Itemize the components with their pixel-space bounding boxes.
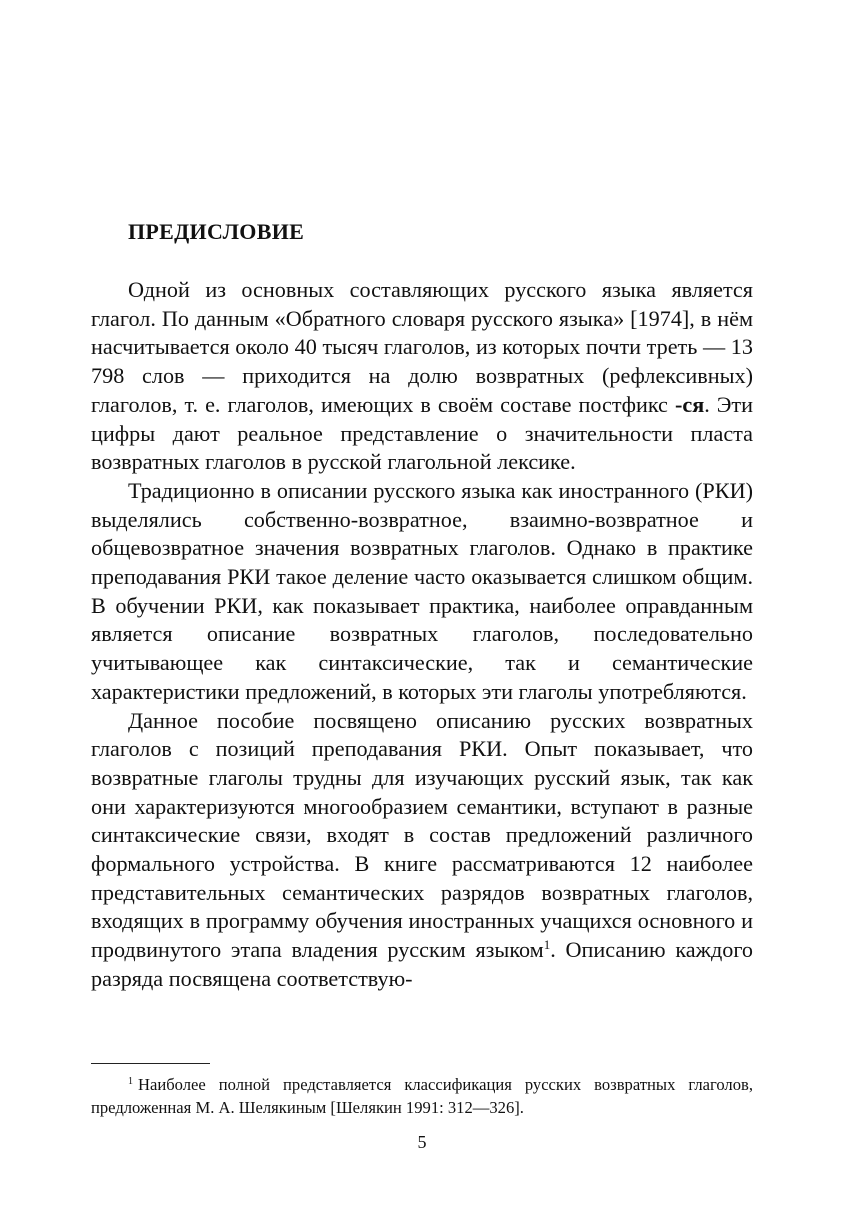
footnote-text: Наиболее полной представляется классификация русских возвратных глаголов, предложенная М. А. Шелякиным [Шелякин 1991: 312—326].: [91, 1075, 753, 1117]
postfix-bold: -ся: [674, 391, 705, 417]
page-number: 5: [417, 1132, 427, 1152]
chapter-heading: ПРЕДИСЛОВИЕ: [128, 219, 305, 244]
paragraph-2: Традиционно в описании русского языка как иностранного (РКИ) выделялись собственно-возвратное, взаимно-возвратное и общевозвратное значения возвратных глаголов. Однако в практике преподавания РКИ такое деление часто оказывается слишком общим. В обучении РКИ, как показывает практика, наиболее оправданным является описание возвратных глаголов, последовательно учитывающее как синтаксические, так и семантические характеристики предложений, в которых эти глаголы употребляются.: [91, 477, 753, 704]
paragraph-1: [91, 276, 753, 477]
body-text: [91, 276, 753, 994]
paragraph-3-text-end: . Описанию каждого разряда посвящена соответствую-: [91, 937, 753, 991]
paragraph-1-text-end: . Эти цифры дают реальное представление о значительности пласта возвратных глаголов в русской глагольной лексике.: [91, 391, 754, 475]
paragraph-3-text-start: Данное пособие посвящено описанию русских возвратных глаголов с позиций преподавания РКИ. Опыт показывает, что возвратные глаголы трудны для изучающих русский язык, так как они характеризуются многообразием семантики, вступают в разные синтаксические связи, входят в состав предложений различного формального устройства. В книге рассматриваются 12 наиболее представительных семантических разрядов возвратных глаголов, входящих в программу обучения иностранных учащихся основного и продвинутого этапа владения русским языком: [91, 707, 753, 963]
paragraph-3: [91, 707, 753, 994]
footnote: [91, 1073, 753, 1119]
footnote-divider: [91, 1063, 210, 1064]
paragraph-1-text-start: Одной из основных составляющих русского языка является глагол. По данным «Обратного словаря русского языка» [1974], в нём насчитывается около 40 тысяч глаголов, из которых почти треть — 13 798 слов — приходится на долю возвратных (рефлексивных) глаголов, т. е. глаголов, имеющих в своём составе постфикс: [91, 277, 753, 417]
footnote-reference[interactable]: 1: [543, 937, 551, 953]
footnote-mark: 1: [128, 1076, 133, 1087]
book-page: [91, 0, 753, 1229]
